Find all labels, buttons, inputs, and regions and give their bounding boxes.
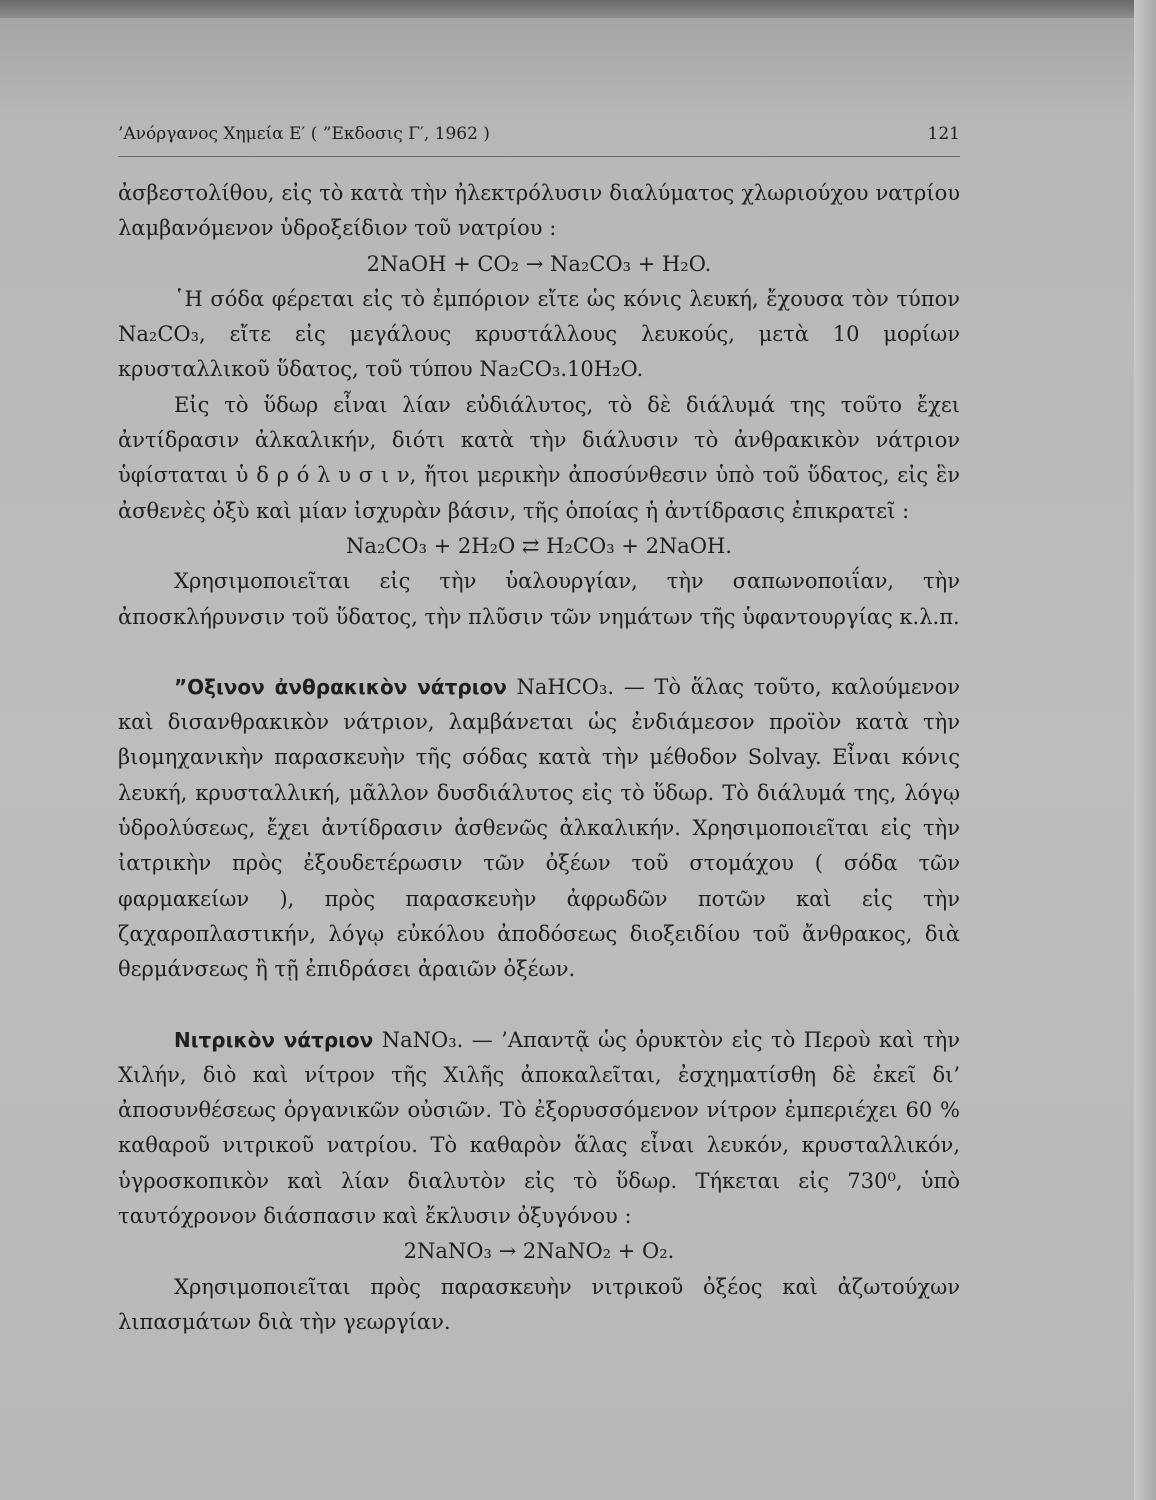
- page-number: 121: [927, 124, 960, 144]
- running-title: ’Ανόργανος Χημεία Ε′ ( ”Εκδοσις Γ′, 1962 ): [118, 124, 490, 144]
- paragraph-1: ἀσβεστολίθου, εἰς τὸ κατὰ τὴν ἠλεκτρόλυσιν διαλύματος χλωριούχου νατρίου λαμβανόμενον ὑδροξείδιον τοῦ νατρίου :: [118, 181, 960, 241]
- equation-2: Na₂CO₃ + 2H₂O ⇄ H₂CO₃ + 2NaOH.: [345, 533, 733, 558]
- section-gap: [118, 635, 960, 670]
- section-text-bicarbonate: NaHCO₃. — Τὸ ἅλας τοῦτο, καλούμενον καὶ δισανθρακικὸν νάτριον, λαμβάνεται ὡς ἐνδιάμεσον προϊὸν κατὰ τὴν βιομηχανικὴν παρασκευὴν τῆς σόδας κατὰ τὴν μέθοδον Solvay. Εἶναι κόνις λευκή, κρυσταλλική, μᾶλλον δυσδιάλυτος εἰς τὸ ὕδωρ. Τὸ διάλυμά της, λόγῳ ὑδρολύσεως, ἔχει ἀντίδρασιν ἀσθενῶς ἀλκαλικήν. Χρησιμοποιεῖται εἰς τὴν ἰατρικὴν πρὸς ἐξουδετέρωσιν τῶν ὀξέων τοῦ στομάχου ( σόδα τῶν φαρμακείων ), πρὸς παρασκευὴν ἀφρωδῶν ποτῶν καὶ εἰς τὴν ζαχαροπλαστικήν, λόγῳ εὐκόλου ἀποδόσεως διοξειδίου τοῦ ἄνθρακος, διὰ θερμάνσεως ἢ τῇ ἐπιδράσει ἀραιῶν ὀξέων.: [118, 674, 960, 982]
- body-text: [118, 176, 960, 1340]
- paragraph-3: Εἰς τὸ ὕδωρ εἶναι λίαν εὐδιάλυτος, τὸ δὲ διάλυμά της τοῦτο ἔχει ἀντίδρασιν ἀλκαλικήν, διότι κατὰ τὴν διάλυσιν τὸ ἀνθρακικὸν νάτριον ὑφίσταται ὑ δ ρ ό λ υ σ ι ν, ἤτοι μερικὴν ἀποσύνθεσιν ὑπὸ τοῦ ὕδατος, εἰς ἓν ἀσθενὲς ὀξὺ καὶ μίαν ἰσχυρὰν βάσιν, τῆς ὁποίας ἡ ἀντίδρασις ἐπικρατεῖ :: [118, 392, 960, 523]
- scan-top-edge: [0, 0, 1156, 18]
- section-gap: [118, 988, 960, 1023]
- section-sodium-bicarbonate: [118, 670, 960, 988]
- section-heading-nitrate: Νιτρικὸν νάτριον: [174, 1027, 374, 1052]
- equation-1: 2NaOH + CO₂ → Na₂CO₃ + H₂O.: [366, 251, 712, 276]
- section-sodium-nitrate: [118, 1023, 960, 1235]
- section-text-nitrate: NaNO₃. — ’Απαντᾷ ὡς ὀρυκτὸν εἰς τὸ Περοὺ καὶ τὴν Χιλήν, διὸ καὶ νίτρον τῆς Χιλῆς ἀποκαλεῖται, ἐσχηματίσθη δὲ ἐκεῖ δι’ ἀποσυνθέσεως ὀργανικῶν οὐσιῶν. Τὸ ἐξορυσσόμενον νίτρον ἐμπεριέχει 60 % καθαροῦ νιτρικοῦ νατρίου. Τὸ καθαρὸν ἅλας εἶναι λευκόν, κρυσταλλικόν, ὑγροσκοπικὸν καὶ λίαν διαλυτὸν εἰς τὸ ὕδωρ. Τήκεται εἰς 730⁰, ὑπὸ ταυτόχρονον διάσπασιν καὶ ἔκλυσιν ὀξυγόνου :: [118, 1027, 960, 1229]
- section-heading-bicarbonate: ”Οξινον ἀνθρακικὸν νάτριον: [174, 674, 507, 699]
- paragraph-4: Χρησιμοποιεῖται εἰς τὴν ὑαλουργίαν, τὴν σαπωνοποιΐαν, τὴν ἀποσκλήρυνσιν τοῦ ὕδατος, τὴν πλῦσιν τῶν νημάτων τῆς ὑφαντουργίας κ.λ.π.: [118, 569, 960, 629]
- paragraph-2: ῾Η σόδα φέρεται εἰς τὸ ἐμπόριον εἴτε ὡς κόνις λευκή, ἔχουσα τὸν τύπον Na₂CO₃, εἴτε εἰς μεγάλους κρυστάλλους λευκούς, μετὰ 10 μορίων κρυσταλλικοῦ ὕδατος, τοῦ τύπου Na₂CO₃.10H₂O.: [118, 286, 960, 382]
- equation-3: 2NaNO₃ → 2NaNO₂ + O₂.: [403, 1239, 675, 1264]
- running-header: [118, 122, 960, 157]
- paragraph-5: Χρησιμοποιεῖται πρὸς παρασκευὴν νιτρικοῦ ὀξέος καὶ ἀζωτούχων λιπασμάτων διὰ τὴν γεωργίαν.: [118, 1274, 960, 1334]
- scan-right-edge: [1134, 0, 1156, 1500]
